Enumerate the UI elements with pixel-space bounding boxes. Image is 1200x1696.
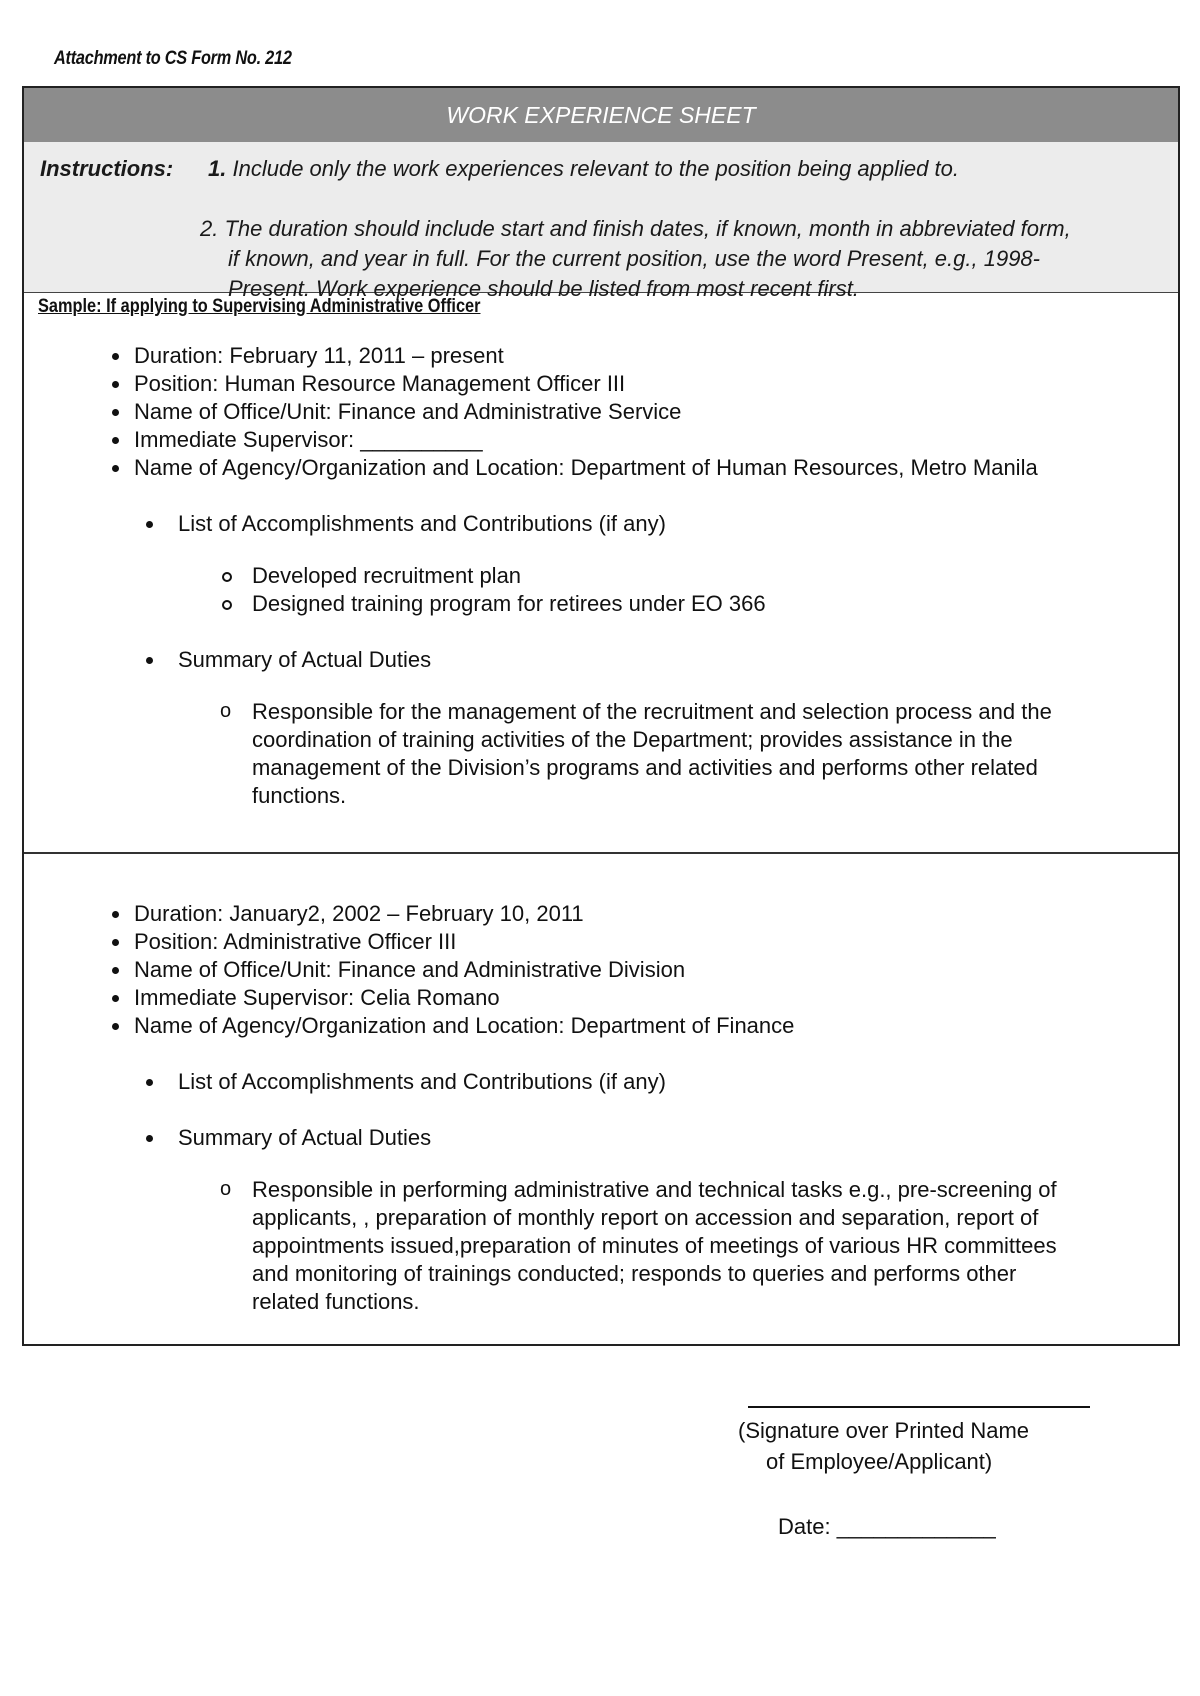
entry-detail-office: Name of Office/Unit: Finance and Administrative Service xyxy=(24,398,1178,426)
signature-block xyxy=(720,1406,1080,1616)
accomplishments-list xyxy=(24,562,1178,618)
instruction-item-2-line: Present. Work experience should be listed from most recent first. xyxy=(228,276,859,301)
attachment-label: Attachment to CS Form No. 212 xyxy=(54,48,292,69)
duties-line: management of the Division’s programs and activities and performs other related xyxy=(252,755,1038,780)
duties-line: related functions. xyxy=(252,1289,420,1314)
entry-detail-office: Name of Office/Unit: Finance and Administrative Division xyxy=(24,956,1178,984)
entry-detail-agency: Name of Agency/Organization and Location: Department of Finance xyxy=(24,1012,1178,1040)
entry-detail-duration: Duration: February 11, 2011 – present xyxy=(24,342,1178,370)
duties-line: and monitoring of trainings conducted; responds to queries and performs other xyxy=(252,1261,1017,1286)
instruction-item-1-number: 1. xyxy=(208,156,227,181)
entry-divider xyxy=(24,852,1178,854)
duties-text xyxy=(24,698,1178,810)
duties-line: functions. xyxy=(252,783,347,808)
duties-heading: Summary of Actual Duties xyxy=(24,646,1178,674)
entry-detail-agency: Name of Agency/Organization and Location: Department of Human Resources, Metro Manila xyxy=(24,454,1178,482)
accomplishment-item: Developed recruitment plan xyxy=(24,562,1178,590)
instructions-block xyxy=(24,142,1178,301)
entry-details-list xyxy=(24,342,1178,482)
entry-details-list xyxy=(24,900,1178,1040)
instructions-label: Instructions: xyxy=(40,156,174,181)
duties-heading: Summary of Actual Duties xyxy=(24,1124,1178,1152)
duties-line: coordination of training activities of the Department; provides assistance in the xyxy=(252,727,1013,752)
duties-text xyxy=(24,1176,1178,1316)
instruction-item-1 xyxy=(208,156,959,182)
sheet-title: WORK EXPERIENCE SHEET xyxy=(24,88,1178,144)
duties-line: o Responsible in performing administrative and technical tasks e.g., pre-screening of xyxy=(252,1177,1057,1202)
duties-line: o Responsible for the management of the recruitment and selection process and the xyxy=(252,699,1052,724)
work-experience-sheet xyxy=(22,86,1180,1346)
signature-caption: of Employee/Applicant) xyxy=(766,1449,993,1474)
instruction-item-2 xyxy=(200,214,1172,304)
signature-caption: (Signature over Printed Name xyxy=(738,1418,1030,1443)
duties-line: appointments issued,preparation of minutes of meetings of various HR committees xyxy=(252,1233,1057,1258)
work-entry-1 xyxy=(24,342,1178,810)
entry-detail-supervisor: Immediate Supervisor: Celia Romano xyxy=(24,984,1178,1012)
entry-detail-position: Position: Human Resource Management Officer III xyxy=(24,370,1178,398)
entry-detail-duration: Duration: January2, 2002 – February 10, 2011 xyxy=(24,900,1178,928)
entry-detail-position: Position: Administrative Officer III xyxy=(24,928,1178,956)
date-field[interactable]: Date: _____________ xyxy=(778,1514,996,1539)
entry-detail-supervisor: Immediate Supervisor: __________ xyxy=(24,426,1178,454)
instruction-item-2-line: if known, and year in full. For the current position, use the word Present, e.g., 1998- xyxy=(228,246,1040,271)
sample-label: Sample: If applying to Supervising Administrative Officer xyxy=(38,296,481,317)
instruction-item-2-line: 2. The duration should include start and finish dates, if known, month in abbreviated form, xyxy=(200,216,1071,241)
accomplishment-item: Designed training program for retirees under EO 366 xyxy=(24,590,1178,618)
work-entry-2 xyxy=(24,900,1178,1316)
duties-line: applicants, , preparation of monthly report on accession and separation, report of xyxy=(252,1205,1039,1230)
instruction-item-1-text: Include only the work experiences relevant to the position being applied to. xyxy=(232,156,959,181)
accomplishments-heading: List of Accomplishments and Contributions (if any) xyxy=(24,510,1178,538)
signature-line[interactable] xyxy=(748,1406,1090,1408)
accomplishments-heading: List of Accomplishments and Contributions (if any) xyxy=(24,1068,1178,1096)
